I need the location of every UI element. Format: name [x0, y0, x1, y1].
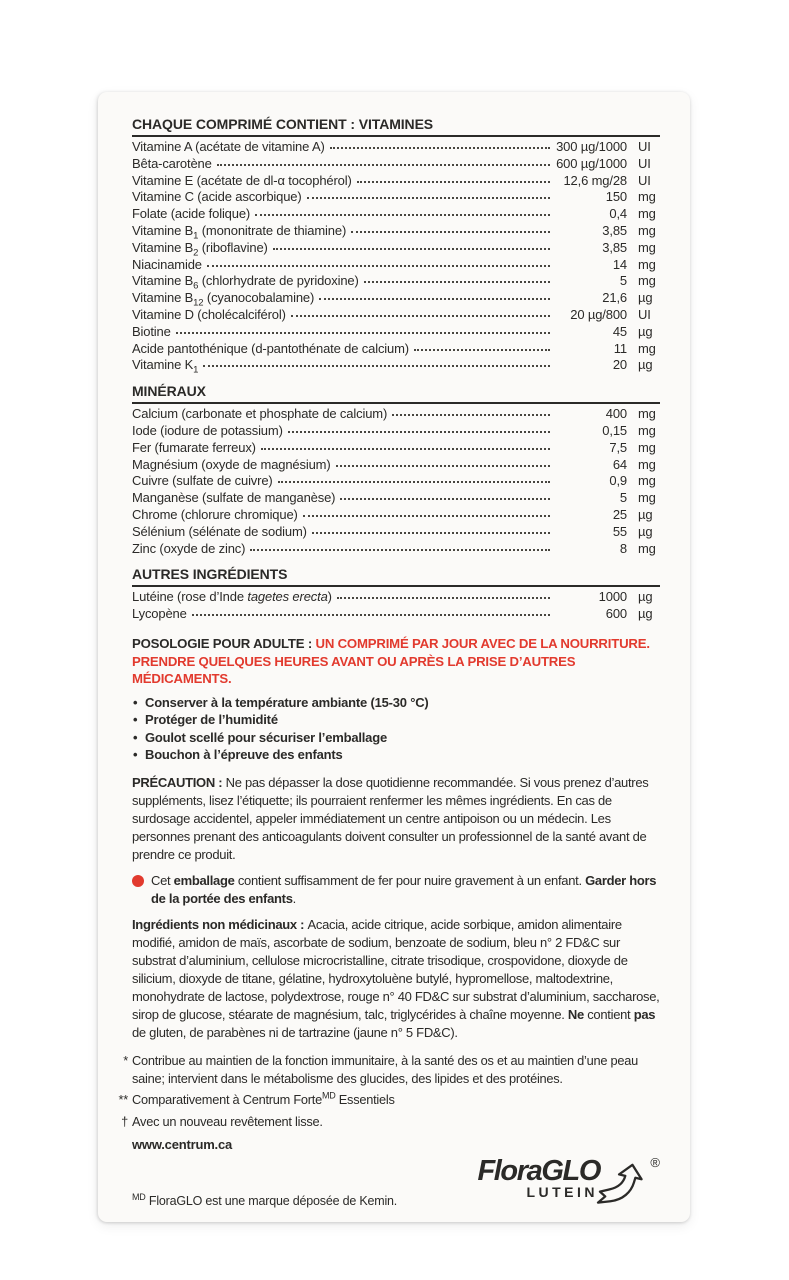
nutrient-unit: mg	[638, 406, 656, 422]
nutrient-unit: mg	[638, 422, 656, 438]
trademark-note: $^{MD}$ FloraGLO est une marque déposée de Kemin.	[132, 1192, 398, 1209]
nutrient-amount: 1000	[598, 589, 627, 605]
nutrient-unit: UI	[638, 306, 651, 322]
nutrient-row	[132, 139, 660, 156]
floraglo-logo	[477, 1155, 660, 1206]
nutrient-amount: 5	[619, 490, 627, 506]
nutrient-unit: mg	[638, 222, 656, 238]
nutrient-amount: 11	[613, 340, 627, 356]
nutrient-name: Niacinamide	[132, 256, 202, 272]
nutrient-name: Chrome (chlorure chromique)	[132, 506, 298, 522]
storage-bullet: • Conserver à la température ambiante (15-30 °C)	[132, 694, 660, 712]
nutrient-name: Lutéine (rose d’Inde tagetes erecta)	[132, 589, 332, 605]
nutrient-amount: 5	[619, 273, 627, 289]
nutrient-name: Fer (fumarate ferreux)	[132, 439, 256, 455]
nutrient-amount: 14	[612, 256, 627, 272]
nutrient-amount: 64	[612, 456, 627, 472]
nutrient-row	[132, 240, 660, 257]
nutrient-unit: mg	[638, 273, 656, 289]
footnote-marker: *	[123, 1053, 128, 1069]
nutrient-row	[132, 223, 660, 240]
footnote-text: Comparativement à Centrum Forte$^{MD}$ Essentiels	[132, 1091, 395, 1108]
nutrient-row	[132, 473, 660, 490]
storage-bullet: • Goulot scellé pour sécuriser l’emballage	[132, 729, 660, 747]
nutrient-row	[132, 173, 660, 190]
nutrient-row	[132, 189, 660, 206]
nutrient-name: Bêta-carotène	[132, 155, 212, 171]
footnote-text: Contribue au maintien de la fonction immunitaire, à la santé des os et au maintien d’une peau saine; intervient dans le métabolisme des glucides, des lipides et des protéines.	[132, 1053, 639, 1086]
other-ingredients-rows	[132, 589, 660, 623]
dosage-statement: POSOLOGIE POUR ADULTE : UN COMPRIMÉ PAR JOUR AVEC DE LA NOURRITURE. PRENDRE QUELQUES HEURES AVANT OU APRÈS LA PRISE D’AUTRES MÉDICAMENTS.	[132, 635, 650, 687]
nutrient-row	[132, 440, 660, 457]
nutrient-unit: mg	[638, 206, 656, 222]
nutrient-amount: 600 µg/1000	[556, 155, 627, 171]
minerals-rows	[132, 406, 660, 557]
nutrient-row	[132, 589, 660, 606]
nutrient-row	[132, 206, 660, 223]
nutrient-amount: 20 µg/800	[570, 306, 627, 322]
nutrient-name: Vitamine $B_2$ (riboflavine)	[132, 239, 268, 259]
nutrient-row	[132, 406, 660, 423]
nutrient-name: Acide pantothénique (d-pantothénate de calcium)	[132, 340, 409, 356]
iron-warning	[132, 872, 660, 908]
nutrient-name: Vitamine $B_1$ (mononitrate de thiamine)	[132, 222, 347, 242]
storage-bullets	[132, 694, 660, 764]
nutrient-amount: 0,4	[609, 206, 627, 222]
label-footer	[132, 1155, 660, 1210]
nutrient-name: Magnésium (oxyde de magnésium)	[132, 456, 331, 472]
nutrient-row	[132, 273, 660, 290]
floraglo-arrow-icon	[596, 1162, 646, 1206]
nutrient-name: Vitamine C (acide ascorbique)	[132, 189, 302, 205]
footnote	[115, 1091, 660, 1109]
nutrient-amount: 45	[612, 323, 627, 339]
floraglo-flora-text: Flora	[477, 1155, 542, 1188]
nutrient-amount: 300 µg/1000	[556, 139, 627, 154]
nutrient-row	[132, 290, 660, 307]
nutrient-name: Vitamine E (acétate de dl-α tocophérol)	[132, 172, 352, 188]
nutrient-amount: 600	[605, 606, 627, 622]
red-dot-icon	[132, 875, 144, 887]
nutrient-unit: µg	[638, 606, 653, 622]
nutrient-name: Vitamine $K_1$	[132, 357, 199, 376]
nutrient-unit: UI	[638, 172, 651, 188]
nutrient-row	[132, 307, 660, 324]
nutrient-row	[132, 524, 660, 541]
nutrient-row	[132, 357, 660, 374]
nutrient-unit: mg	[638, 456, 656, 472]
nutrient-amount: 3,85	[602, 222, 627, 238]
nutrient-unit: mg	[638, 239, 656, 255]
nutrient-amount: 55	[612, 523, 627, 539]
nutrient-unit: µg	[638, 323, 653, 339]
supplement-label-card	[98, 92, 690, 1222]
floraglo-wordmark	[477, 1155, 600, 1201]
nutrient-name: Manganèse (sulfate de manganèse)	[132, 490, 336, 506]
floraglo-glo-text: GLO	[541, 1155, 600, 1188]
nutrient-name: Sélénium (sélénate de sodium)	[132, 523, 307, 539]
other-ingredients-section-header: AUTRES INGRÉDIENTS	[132, 566, 660, 587]
nutrient-unit: mg	[638, 473, 656, 489]
footnote	[115, 1052, 660, 1087]
nutrient-row	[132, 341, 660, 358]
storage-bullet: • Bouchon à l’épreuve des enfants	[132, 746, 660, 764]
nutrient-name: Lycopène	[132, 606, 187, 622]
nutrient-unit: µg	[638, 290, 653, 306]
vitamins-rows	[132, 139, 660, 374]
nutrient-amount: 20	[612, 357, 627, 373]
nutrient-unit: mg	[638, 256, 656, 272]
nutrient-name: Biotine	[132, 323, 171, 339]
nutrient-unit: mg	[638, 540, 656, 556]
nutrient-row	[132, 541, 660, 558]
nutrient-amount: 3,85	[602, 239, 627, 255]
nutrient-unit: UI	[638, 155, 651, 171]
nutrient-amount: 150	[605, 189, 627, 205]
nutrient-unit: µg	[638, 357, 653, 373]
nutrient-row	[132, 490, 660, 507]
nutrient-unit: µg	[638, 506, 653, 522]
nutrient-row	[132, 423, 660, 440]
nutrient-unit: mg	[638, 490, 656, 506]
nutrient-amount: 12,6 mg/28	[563, 172, 627, 188]
nutrient-amount: 400	[605, 406, 627, 422]
nutrient-unit: mg	[638, 439, 656, 455]
non-medicinal-paragraph: Ingrédients non médicinaux : Acacia, acide citrique, acide sorbique, amidon alimentaire modifié, amidon de maïs, ascorbate de sodium, benzoate de sodium, bleu n° 2 FD&C sur substrat d’aluminium, cellulose microcristalline, citrate trisodique, crospovidone, dioxyde de silicium, dioxyde de titane, gélatine, hydroxytoluène butylé, hypromellose, maltodextrine, monohydrate de lactose, polydextrose, rouge n° 40 FD&C sur substrat d’aluminium, saccharose, sirop de glucose, stéarate de magnésium, talc, triglycérides à chaîne moyenne. Ne contient pas de gluten, de parabènes ni de tartrazine (jaune n° 5 FD&C).	[132, 917, 660, 1041]
nutrient-unit: µg	[638, 589, 653, 605]
vitamins-section-header: CHAQUE COMPRIMÉ CONTIENT : VITAMINES	[132, 116, 660, 137]
nutrient-name: Calcium (carbonate et phosphate de calcium)	[132, 406, 388, 422]
nutrient-amount: 21,6	[602, 290, 627, 306]
footnote-text: Avec un nouveau revêtement lisse.	[132, 1113, 323, 1129]
nutrient-row	[132, 257, 660, 274]
nutrient-unit: UI	[638, 139, 651, 154]
floraglo-brand-text	[477, 1155, 600, 1188]
registered-mark: ®	[650, 1155, 660, 1171]
footnote-marker: **	[118, 1092, 128, 1108]
nutrient-unit: mg	[638, 189, 656, 205]
nutrient-unit: mg	[638, 340, 656, 356]
iron-warning-text: Cet emballage contient suffisamment de fer pour nuire gravement à un enfant. Garder hors de la portée des enfants.	[151, 873, 657, 907]
nutrient-row	[132, 156, 660, 173]
footnote	[115, 1113, 660, 1131]
nutrient-amount: 8	[619, 540, 627, 556]
nutrient-name: Vitamine $B_{12}$ (cyanocobalamine)	[132, 290, 315, 309]
nutrient-row	[132, 457, 660, 474]
nutrient-name: Folate (acide folique)	[132, 206, 251, 222]
nutrient-row	[132, 507, 660, 524]
nutrient-name: Iode (iodure de potassium)	[132, 422, 283, 438]
footnotes	[115, 1052, 660, 1130]
nutrient-row	[132, 606, 660, 623]
nutrient-unit: µg	[638, 523, 653, 539]
nutrient-row	[132, 324, 660, 341]
nutrient-name: Vitamine D (cholécalciférol)	[132, 306, 286, 322]
website-url: www.centrum.ca	[132, 1137, 233, 1153]
nutrient-amount: 7,5	[609, 439, 627, 455]
footnote-marker: †	[121, 1113, 128, 1129]
floraglo-lutein-text: LUTEIN	[526, 1184, 598, 1201]
minerals-section-header: MINÉRAUX	[132, 383, 660, 404]
precaution-paragraph: PRÉCAUTION : Ne pas dépasser la dose quotidienne recommandée. Si vous prenez d’autres suppléments, lisez l’étiquette; ils pourraient renfermer les mêmes ingrédients. En cas de surdosage accidentel, appeler immédiatement un centre antipoison ou un médecin. Les personnes prenant des anticoagulants doivent consulter un professionnel de la santé avant de prendre ce produit.	[132, 775, 649, 863]
storage-bullet: • Protéger de l’humidité	[132, 711, 660, 729]
nutrient-name: Vitamine $B_6$ (chlorhydrate de pyridoxine)	[132, 273, 359, 292]
nutrient-name: Zinc (oxyde de zinc)	[132, 540, 246, 556]
nutrient-amount: 0,9	[609, 473, 627, 489]
nutrient-amount: 0,15	[602, 422, 627, 438]
nutrient-amount: 25	[612, 506, 627, 522]
nutrient-name: Vitamine A (acétate de vitamine A)	[132, 139, 325, 154]
nutrient-name: Cuivre (sulfate de cuivre)	[132, 473, 273, 489]
